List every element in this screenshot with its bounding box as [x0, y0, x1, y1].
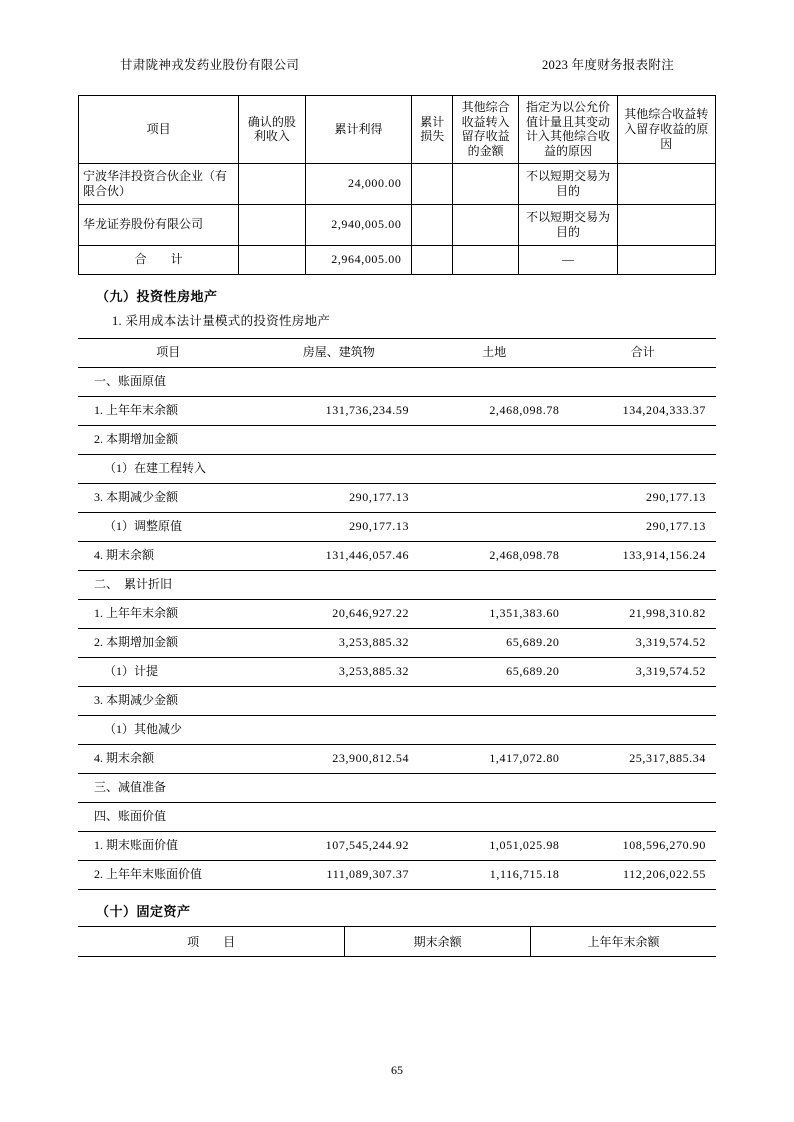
- cell-land: [419, 425, 569, 454]
- table-row: [78, 483, 716, 512]
- table-header-row: [78, 338, 716, 367]
- cell-label: 2. 本期增加金额: [78, 628, 259, 657]
- table-row: [78, 628, 716, 657]
- cell-gain: 24,000.00: [305, 163, 412, 204]
- cell-land: [419, 570, 569, 599]
- cell-building: 131,446,057.46: [259, 541, 420, 570]
- cell-item: 宁波华沣投资合伙企业（有限合伙）: [79, 163, 239, 204]
- cell-item: 华龙证券股份有限公司: [79, 204, 239, 245]
- cell-designation-reason: 不以短期交易为目的: [519, 163, 617, 204]
- cell-total: 25,317,885.34: [570, 744, 716, 773]
- table-row: [78, 831, 716, 860]
- cell-oci-amount: [453, 204, 519, 245]
- page-number: 65: [391, 1063, 403, 1077]
- cell-land: 65,689.20: [419, 628, 569, 657]
- table-row: [78, 599, 716, 628]
- cell-land: 1,417,072.80: [419, 744, 569, 773]
- cell-land: [419, 715, 569, 744]
- cell-land: 1,351,383.60: [419, 599, 569, 628]
- header-company-name: 甘肃陇神戎发药业股份有限公司: [120, 58, 300, 72]
- cell-land: [419, 773, 569, 802]
- table-total-row: [79, 245, 716, 274]
- cell-label: 4. 期末余额: [78, 744, 259, 773]
- table-row: [78, 396, 716, 425]
- col-loss: 累计损失: [412, 96, 453, 164]
- cell-land: 1,116,715.18: [489, 867, 560, 882]
- cell-building: [259, 802, 420, 831]
- table-row: [78, 367, 716, 396]
- cell-total: [570, 570, 716, 599]
- cell-total: 3,319,574.52: [570, 657, 716, 686]
- cell-total: 21,998,310.82: [570, 599, 716, 628]
- cell-land: 2,468,098.78: [419, 396, 569, 425]
- cell-total: [570, 425, 716, 454]
- col-prior-year-ending-balance: 上年年末余额: [587, 934, 660, 949]
- table-row: [78, 860, 716, 889]
- cell-label: 2. 上年年末账面价值: [94, 867, 203, 882]
- section-subtitle-cost-model: 1. 采用成本法计量模式的投资性房地产: [112, 313, 331, 328]
- cell-land: 2,468,098.78: [419, 541, 569, 570]
- table-row: [78, 715, 716, 744]
- col-ending-balance: 期末余额: [345, 926, 531, 956]
- cell-land: 65,689.20: [419, 657, 569, 686]
- cell-total: [570, 802, 716, 831]
- cell-dividend: [239, 204, 305, 245]
- cell-total: [570, 686, 716, 715]
- cell-land: [419, 367, 569, 396]
- cell-transfer-reason: [617, 245, 715, 274]
- cell-total: 108,596,270.90: [570, 831, 716, 860]
- cell-building: 107,545,244.92: [259, 831, 420, 860]
- table-row: [78, 686, 716, 715]
- cell-building: 290,177.13: [259, 512, 420, 541]
- fixed-assets-table: [78, 926, 716, 957]
- cell-building: 23,900,812.54: [259, 744, 420, 773]
- cell-total: [570, 367, 716, 396]
- cell-label: 二、 累计折旧: [78, 570, 259, 599]
- col-building: 房屋、建筑物: [259, 338, 420, 367]
- col-dividend: 确认的股利收入: [239, 96, 305, 164]
- cell-label: （1）调整原值: [78, 512, 259, 541]
- page-header: [78, 55, 716, 73]
- cell-total: 112,206,022.55: [623, 867, 706, 882]
- cell-designation-reason: —: [519, 245, 617, 274]
- cell-total: [570, 454, 716, 483]
- table-header-row: [79, 96, 716, 164]
- cell-item: 合 计: [79, 245, 239, 274]
- cell-building: [259, 570, 420, 599]
- col-total: 合计: [570, 338, 716, 367]
- cell-label: 四、账面价值: [78, 802, 259, 831]
- cell-building: [259, 686, 420, 715]
- cell-label: 三、减值准备: [78, 773, 259, 802]
- cell-loss: [412, 204, 453, 245]
- cell-building: [259, 773, 420, 802]
- cell-building: [259, 454, 420, 483]
- cell-building: 3,253,885.32: [259, 628, 420, 657]
- cell-building: 20,646,927.22: [259, 599, 420, 628]
- col-item: 项 目: [78, 926, 345, 956]
- cell-designation-reason: 不以短期交易为目的: [519, 204, 617, 245]
- cell-building: 131,736,234.59: [259, 396, 420, 425]
- table-row: [78, 512, 716, 541]
- cell-dividend: [239, 163, 305, 204]
- table-row: [79, 204, 716, 245]
- section-title-fixed-assets: （十）固定资产: [96, 903, 191, 919]
- cell-total: 134,204,333.37: [570, 396, 716, 425]
- cell-total: 290,177.13: [570, 483, 716, 512]
- col-oci-transfer-amount: 其他综合收益转入留存收益的金额: [453, 96, 519, 164]
- cell-building: 3,253,885.32: [259, 657, 420, 686]
- cell-oci-amount: [453, 163, 519, 204]
- section-title-investment-property: （九）投资性房地产: [96, 288, 218, 304]
- col-land: 土地: [419, 338, 569, 367]
- cell-oci-amount: [453, 245, 519, 274]
- cell-building: 290,177.13: [259, 483, 420, 512]
- table-row: [78, 802, 716, 831]
- table-row: [78, 541, 716, 570]
- cell-gain: 2,940,005.00: [305, 204, 412, 245]
- equity-instruments-table: [78, 95, 716, 275]
- cell-loss: [412, 163, 453, 204]
- cell-transfer-reason: [617, 163, 715, 204]
- cell-land: [419, 454, 569, 483]
- investment-property-table: [78, 338, 716, 890]
- cell-label: （1）计提: [78, 657, 259, 686]
- table-row: [78, 454, 716, 483]
- table-header-row: [78, 926, 716, 956]
- cell-transfer-reason: [617, 204, 715, 245]
- cell-label: 4. 期末余额: [78, 541, 259, 570]
- table-row: [79, 163, 716, 204]
- table-row: [78, 425, 716, 454]
- col-item: 项目: [79, 96, 239, 164]
- cell-land: [419, 802, 569, 831]
- cell-land: [419, 483, 569, 512]
- table-row: [78, 744, 716, 773]
- cell-total: 133,914,156.24: [570, 541, 716, 570]
- table-row: [78, 657, 716, 686]
- header-doc-title: 2023 年度财务报表附注: [541, 58, 674, 72]
- cell-label: 1. 上年年末余额: [78, 599, 259, 628]
- col-gain: 累计利得: [305, 96, 412, 164]
- table-row: [78, 570, 716, 599]
- cell-total: [570, 773, 716, 802]
- cell-dividend: [239, 245, 305, 274]
- cell-loss: [412, 245, 453, 274]
- cell-label: 一、账面原值: [78, 367, 259, 396]
- cell-label: 1. 上年年末余额: [78, 396, 259, 425]
- cell-land: 1,051,025.98: [419, 831, 569, 860]
- cell-building: [259, 715, 420, 744]
- cell-land: [419, 686, 569, 715]
- cell-gain: 2,964,005.00: [305, 245, 412, 274]
- cell-label: （1）在建工程转入: [78, 454, 259, 483]
- cell-total: 290,177.13: [570, 512, 716, 541]
- cell-label: （1）其他减少: [78, 715, 259, 744]
- cell-land: [419, 512, 569, 541]
- col-item: 项目: [78, 338, 259, 367]
- table-row: [78, 773, 716, 802]
- cell-total: 3,319,574.52: [570, 628, 716, 657]
- cell-label: 3. 本期减少金额: [78, 686, 259, 715]
- cell-label: 3. 本期减少金额: [78, 483, 259, 512]
- cell-building: 111,089,307.37: [326, 867, 410, 882]
- col-designation-reason: 指定为以公允价值计量且其变动计入其他综合收益的原因: [519, 96, 617, 164]
- cell-building: [259, 425, 420, 454]
- col-transfer-reason: 其他综合收益转入留存收益的原因: [617, 96, 715, 164]
- cell-building: [259, 367, 420, 396]
- cell-label: 1. 期末账面价值: [78, 831, 259, 860]
- cell-total: [570, 715, 716, 744]
- cell-label: 2. 本期增加金额: [78, 425, 259, 454]
